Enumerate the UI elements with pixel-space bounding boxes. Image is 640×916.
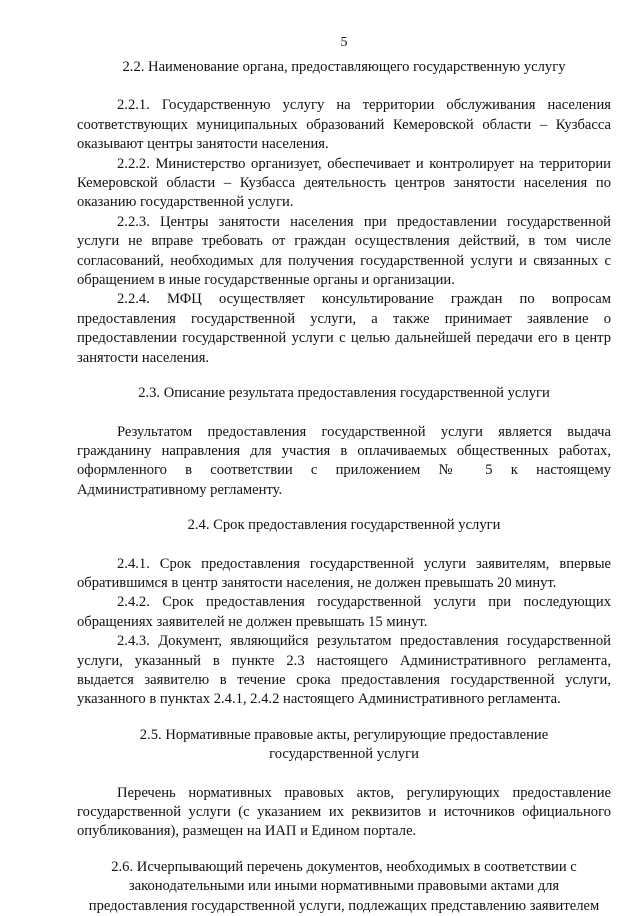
paragraph-2-4-3: 2.4.3. Документ, являющийся результатом предоставления государственной услуги, указанный в пункте 2.3 настоящего Административного регламента, выдается заявителю в течение срока предоставления государственной услуги, указанного в пунктах 2.4.1, 2.4.2 настоящего Административного регламента. — [77, 633, 611, 708]
paragraph-2-2-3: 2.2.3. Центры занятости населения при предоставлении государственной услуги не вправе требовать от граждан осуществления действий, в том числе согласований, необходимых для получения государственной услуги и связанных с обращением в иные государственные органы и организации. — [77, 213, 611, 289]
page-number: 5 — [340, 35, 348, 50]
section-2-4-heading: 2.4. Срок предоставления государственной услуги — [187, 517, 501, 534]
section-2-5-heading-line2: государственной услуги — [269, 746, 419, 763]
paragraph-2-2-2: 2.2.2. Министерство организует, обеспечивает и контролирует на территории Кемеровской области – Кузбасса деятельность центров занятости населения по оказанию государственной услуги. — [77, 155, 611, 211]
section-2-6-heading-line3: предоставления государственной услуги, подлежащих представлению заявителем — [88, 897, 600, 914]
section-2-6-heading — [77, 858, 611, 916]
paragraph-2-5: Перечень нормативных правовых актов, регулирующих предоставление государственной услуги (с указанием их реквизитов и источников официального опубликования), размещен на ИАП и Едином портале. — [77, 784, 611, 840]
paragraph-2-3: Результатом предоставления государственной услуги является выдача гражданину направления для участия в оплачиваемых общественных работах, оформленного в соответствии с приложением № 5 к настоящему Административному регламенту. — [77, 423, 611, 498]
section-2-6-heading-line1: 2.6. Исчерпывающий перечень документов, необходимых в соответствии с — [111, 858, 577, 875]
section-2-5-heading — [77, 726, 611, 765]
section-2-2-heading: 2.2. Наименование органа, предоставляющего государственную услугу — [122, 59, 566, 75]
section-2-6-heading-line2: законодательными или иными нормативными правовыми актами для — [128, 878, 560, 895]
paragraph-2-2-4: 2.2.4. МФЦ осуществляет консультирование граждан по вопросам предоставления государственной услуги, а также принимает заявление о предоставлении государственной услуги с целью дальнейшей передачи его в центр занятости населения. — [77, 291, 611, 366]
section-2-5-heading-line1: 2.5. Нормативные правовые акты, регулирующие предоставление — [139, 726, 549, 743]
paragraph-2-4-2: 2.4.2. Срок предоставления государственной услуги при последующих обращениях заявителей не должен превышать 15 минут. — [77, 594, 611, 630]
section-2-3-heading: 2.3. Описание результата предоставления государственной услуги — [138, 385, 550, 402]
paragraph-2-4-1: 2.4.1. Срок предоставления государственной услуги заявителям, впервые обратившимся в центр занятости населения, не должен превышать 20 минут. — [77, 555, 611, 591]
paragraph-2-2-1: 2.2.1. Государственную услугу на территории обслуживания населения соответствующих муниципальных образований Кемеровской области – Кузбасса оказывают центры занятости населения. — [77, 97, 611, 153]
